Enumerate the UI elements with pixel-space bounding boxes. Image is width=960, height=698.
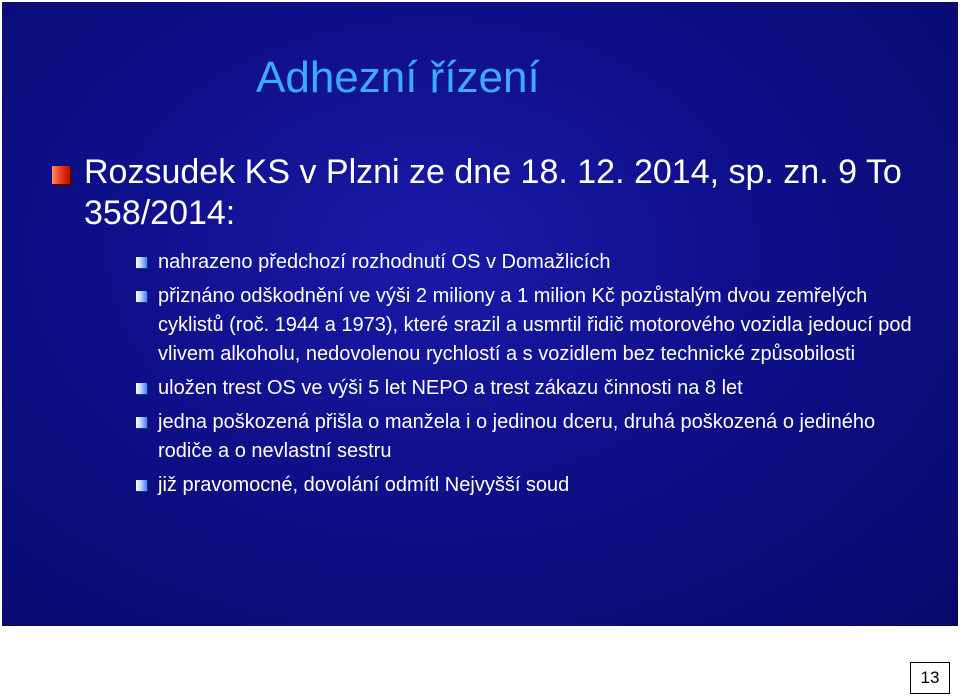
main-point <box>52 152 922 234</box>
square-bullet-icon <box>136 480 147 491</box>
page-number: 13 <box>910 662 950 694</box>
slide-content <box>52 152 922 505</box>
sub-point-text: přiznáno odškodnění ve výši 2 miliony a 1 milion Kč pozůstalým dvou zemřelých cyklistů (roč. 1944 a 1973), které srazil a usmrtil řidič motorového vozidla jedoucí pod vlivem alkoholu, nedovolenou rychlostí a s vozidlem bez technické způsobilosti <box>158 285 912 365</box>
sub-point-text: již pravomocné, dovolání odmítl Nejvyšší soud <box>158 474 570 496</box>
sub-point-text: nahrazeno předchozí rozhodnutí OS v Domažlicích <box>158 251 611 273</box>
square-bullet-icon <box>136 291 147 302</box>
slide <box>2 2 958 626</box>
sub-point-text: uložen trest OS ve výši 5 let NEPO a trest zákazu činnosti na 8 let <box>158 377 743 399</box>
sub-point-text: jedna poškozená přišla o manžela i o jedinou dceru, druhá poškozená o jediného rodiče a o nevlastní sestru <box>158 411 876 462</box>
sub-point <box>136 282 922 369</box>
slide-title: Adhezní řízení <box>256 53 540 102</box>
main-point-text: Rozsudek KS v Plzni ze dne 18. 12. 2014, sp. zn. 9 To 358/2014: <box>84 153 902 232</box>
sub-point <box>136 408 922 466</box>
square-bullet-icon <box>136 257 147 268</box>
sub-point <box>136 471 922 500</box>
sub-point-list <box>52 248 922 500</box>
square-bullet-icon <box>136 417 147 428</box>
square-bullet-icon <box>52 166 70 184</box>
sub-point <box>136 248 922 277</box>
square-bullet-icon <box>136 383 147 394</box>
sub-point <box>136 374 922 403</box>
